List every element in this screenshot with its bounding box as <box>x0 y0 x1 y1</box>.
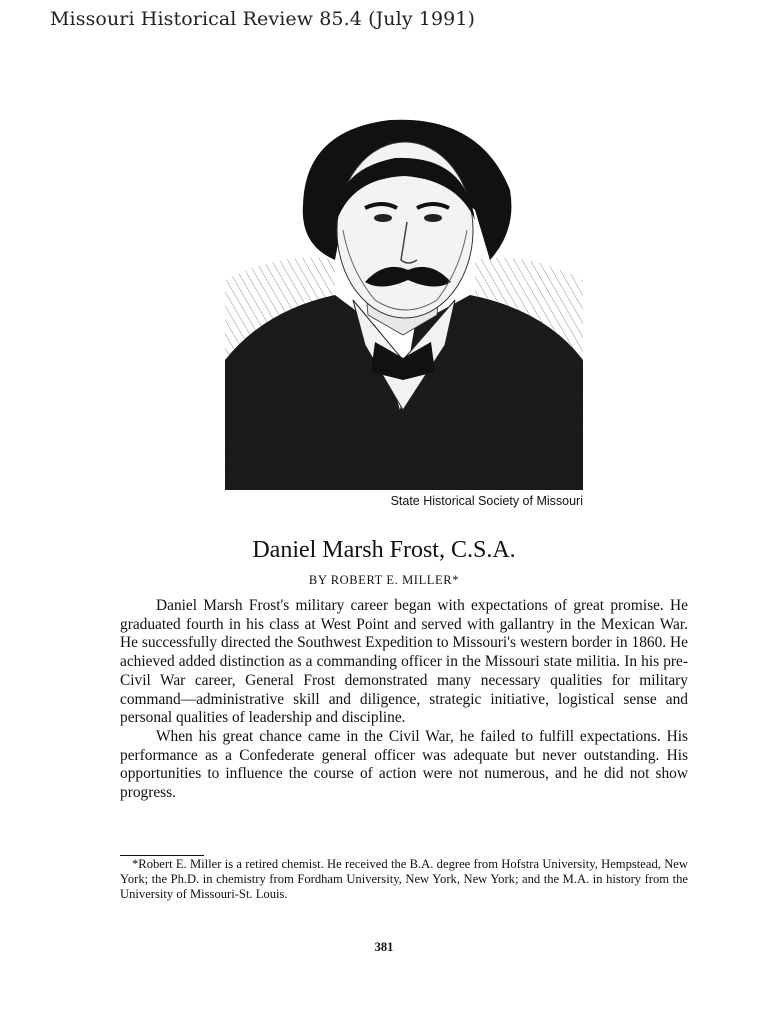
body-paragraph-1: Daniel Marsh Frost's military career began with expectations of great promise. He graduated fourth in his class at West Point and served with gallantry in the Mexican War. He successfully directed the Southwest Expedition to Missouri's western border in 1860. He achieved added distinction as a commanding officer in the Missouri state militia. In his pre-Civil War career, General Frost demonstrated many necessary qualities for military command—administrative skill and diligence, strategic initiative, logistical sense and personal qualities of leadership and discipline. <box>120 597 688 727</box>
photo-credit: State Historical Society of Missouri <box>390 494 583 508</box>
body-paragraph-2: When his great chance came in the Civil War, he failed to fulfill expectations. His performance as a Confederate general officer was adequate but never outstanding. His opportunities to influence the course of action were not numerous, and he did not show progress. <box>120 727 688 802</box>
article-body <box>120 597 688 803</box>
article-byline: BY ROBERT E. MILLER* <box>308 573 460 587</box>
portrait-engraving <box>225 110 583 490</box>
page-number: 381 <box>374 940 394 954</box>
article-title: Daniel Marsh Frost, C.S.A. <box>252 537 516 563</box>
footnote-divider <box>120 855 204 856</box>
journal-citation-header: Missouri Historical Review 85.4 (July 1991) <box>50 8 476 30</box>
author-footnote: *Robert E. Miller is a retired chemist. He received the B.A. degree from Hofstra University, Hempstead, New York; the Ph.D. in chemistry from Fordham University, New York, New York; and the M.A. in history from the University of Missouri-St. Louis. <box>120 857 688 901</box>
